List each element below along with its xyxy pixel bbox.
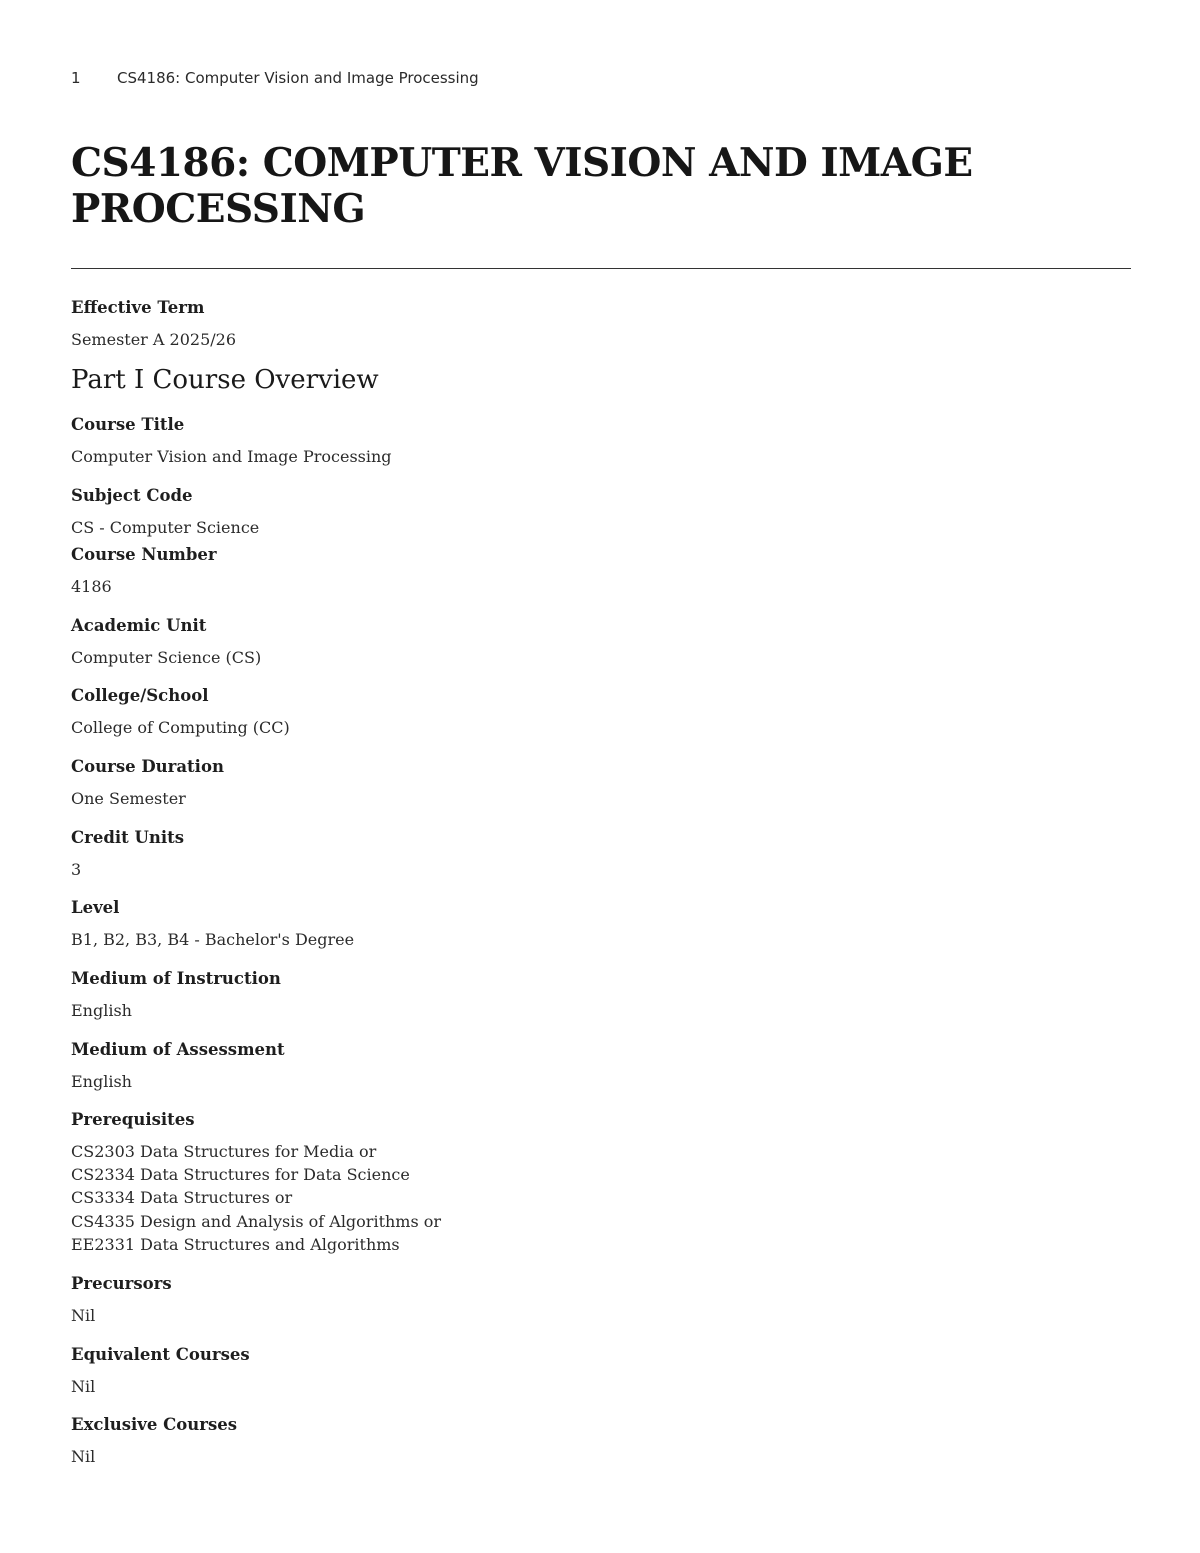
course-duration-value: One Semester	[71, 789, 186, 808]
medium-of-instruction-value: English	[71, 1001, 132, 1020]
academic-unit-label: Academic Unit	[71, 616, 207, 635]
prerequisite-item: CS2303 Data Structures for Media or	[71, 1142, 377, 1161]
prerequisite-item: CS3334 Data Structures or	[71, 1188, 293, 1208]
course-number-label: Course Number	[71, 545, 217, 564]
college-school-value: College of Computing (CC)	[71, 718, 290, 737]
level-value: B1, B2, B3, B4 - Bachelor's Degree	[71, 930, 355, 949]
section-heading: Part I Course Overview	[71, 365, 379, 395]
equivalent-courses-label: Equivalent Courses	[71, 1345, 250, 1364]
subject-code-label: Subject Code	[71, 486, 193, 505]
precursors-value: Nil	[71, 1306, 96, 1325]
academic-unit-value: Computer Science (CS)	[71, 648, 262, 667]
level-label: Level	[71, 898, 120, 917]
running-header	[71, 69, 479, 87]
medium-of-instruction-label: Medium of Instruction	[71, 969, 281, 988]
course-duration-label: Course Duration	[71, 757, 224, 776]
prerequisite-item: CS4335 Design and Analysis of Algorithms or	[71, 1211, 442, 1231]
course-title-label: Course Title	[71, 415, 185, 434]
title-divider	[71, 268, 1131, 269]
precursors-label: Precursors	[71, 1274, 172, 1293]
equivalent-courses-value: Nil	[71, 1377, 96, 1396]
prerequisites-list	[71, 1140, 441, 1256]
running-title: CS4186: Computer Vision and Image Processing	[117, 69, 479, 87]
prerequisites-label: Prerequisites	[71, 1110, 195, 1129]
credit-units-label: Credit Units	[71, 828, 185, 847]
effective-term-value: Semester A 2025/26	[71, 330, 237, 349]
college-school-label: College/School	[71, 686, 209, 705]
exclusive-courses-label: Exclusive Courses	[71, 1415, 238, 1434]
course-title-value: Computer Vision and Image Processing	[71, 447, 392, 466]
medium-of-assessment-value: English	[71, 1072, 132, 1091]
prerequisite-item: EE2331 Data Structures and Algorithms	[71, 1234, 400, 1254]
page-title: CS4186: COMPUTER VISION AND IMAGE PROCESSING	[71, 140, 973, 232]
page-number: 1	[71, 69, 81, 87]
exclusive-courses-value: Nil	[71, 1447, 96, 1466]
course-number-value: 4186	[71, 577, 112, 596]
subject-code-value: CS - Computer Science	[71, 518, 260, 537]
credit-units-value: 3	[71, 860, 82, 879]
effective-term-label: Effective Term	[71, 298, 205, 317]
medium-of-assessment-label: Medium of Assessment	[71, 1040, 285, 1059]
prerequisite-item: CS2334 Data Structures for Data Science	[71, 1165, 410, 1185]
